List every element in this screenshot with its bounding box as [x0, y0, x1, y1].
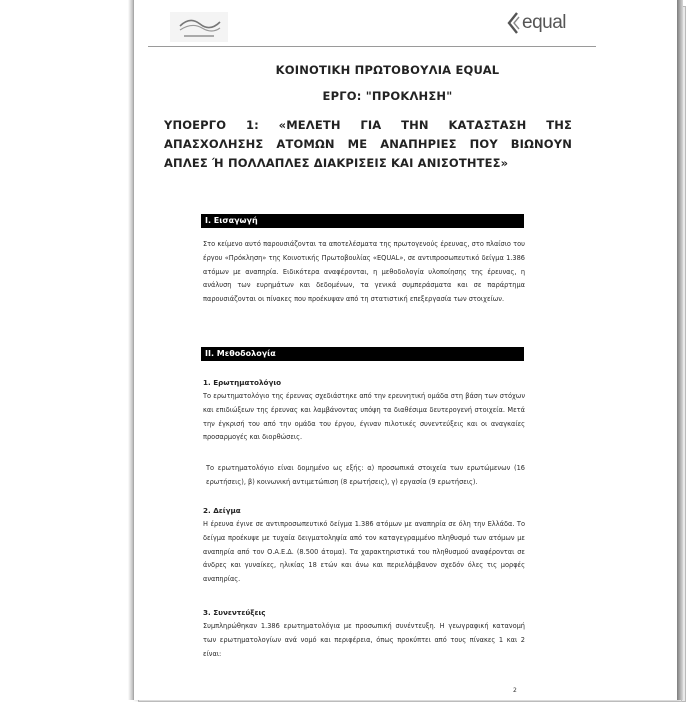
questionnaire-paragraph: Το ερωτηματολόγιο της έρευνας σχεδιάστηκε από την ερευνητική ομάδα στη βάση των στόχων και επιδιώξεων της έρευνας και λαμβάνοντας υπόψη τα διαθέσιμα δευτερογενή στοιχεία. Μετά την έγκρισή του από την ομάδα του έργου, έγιναν πιλοτικές συνεντεύξεις και οι αναγκαίες προσαρμογές και διορθώσεις. — [203, 392, 525, 442]
sample-paragraph: Η έρευνα έγινε σε αντιπροσωπευτικό δείγμα 1.386 ατόμων με αναπηρία σε όλη την Ελλάδα. Το δείγμα προέκυψε με τυχαία δειγματοληψία από τον καταγεγραμμένο πληθυσμό των ατόμων με αναπηρία από τον Ο.Α.Ε.Δ. (8.500 άτομα). Τα χαρακτηριστικά του πληθυσμού αναφέρονται σε άνδρες και γυναίκες, ηλικίας 18 ετών και άνω και περιελάμβανον σχεδόν όλες τις μορφές αναπηρίας. — [203, 520, 525, 584]
project-title: ΕΡΓΟ: "ΠΡΟΚΛΗΣΗ" — [322, 89, 453, 103]
section-heading-methodology: II. Μεθοδολογία — [201, 347, 524, 361]
interviews-paragraph: Συμπληρώθηκαν 1.386 ερωτηματολόγια με προσωπική συνέντευξη. Η γεωγραφική κατανομή των ερωτηματολογίων ανά νομό και περιφέρεια, όπως προκύπτει από τους πίνακες 1 και 2 είναι: — [203, 622, 525, 658]
equal-logo-chevron-icon — [506, 11, 520, 35]
subheading-sample: 2. Δείγμα — [203, 506, 241, 515]
subheading-questionnaire: 1. Ερωτηματολόγιο — [203, 378, 282, 387]
document-page — [133, 0, 678, 700]
questionnaire-structure-paragraph: Το ερωτηματολόγιο είναι δομημένο ως εξής: α) προσωπικά στοιχεία των ερωτώμενων (16 ερωτήσεις), β) κοινωνική αντιμετώπιση (8 ερωτήσεις), γ) εργασία (9 ερωτήσεις). — [206, 464, 525, 486]
equal-logo-text: equal — [522, 12, 566, 33]
page-number: 2 — [513, 687, 517, 694]
subheading-interviews: 3. Συνεντεύξεις — [203, 608, 266, 617]
equal-logo — [506, 8, 568, 38]
subproject-title: ΥΠΟΕΡΓΟ 1: «ΜΕΛΕΤΗ ΓΙΑ ΤΗΝ ΚΑΤΑΣΤΑΣΗ ΤΗΣ ΑΠΑΣΧΟΛΗΣΗΣ ΑΤΟΜΩΝ ΜΕ ΑΝΑΠΗΡΙΕΣ ΠΟΥ ΒΙΩΝΟΥΝ ΑΠΛΕΣ Ή ΠΟΛΛΑΠΛΕΣ ΔΙΑΚΡΙΣΕΙΣ ΚΑΙ ΑΝΙΣΟΤΗΤΕΣ» — [164, 118, 572, 170]
page-shadow-right — [677, 0, 683, 700]
section-heading-introduction: I. Εισαγωγή — [201, 214, 524, 228]
header-divider — [148, 46, 596, 47]
document-title: ΚΟΙΝΟΤΙΚΗ ΠΡΩΤΟΒΟΥΛΙΑ EQUAL — [275, 63, 500, 77]
introduction-paragraph: Στο κείμενο αυτό παρουσιάζονται τα αποτελέσματα της πρωτογενούς έρευνας, στο πλαίσιο του έργου «Πρόκληση» της Κοινοτικής Πρωτοβουλίας «EQUAL», σε αντιπροσωπευτικό δείγμα 1.386 ατόμων με αναπηρία. Ειδικότερα αναφέρονται, η μεθοδολογία υλοποίησης της έρευνας, η ανάλυση των ευρημάτων και δεδομένων, τα γενικά συμπεράσματα και σε παράρτημα παρουσιάζονται οι πίνακες που προέκυψαν από τη στατιστική επεξεργασία των στοιχείων. — [203, 240, 525, 304]
organization-logo — [170, 12, 228, 42]
